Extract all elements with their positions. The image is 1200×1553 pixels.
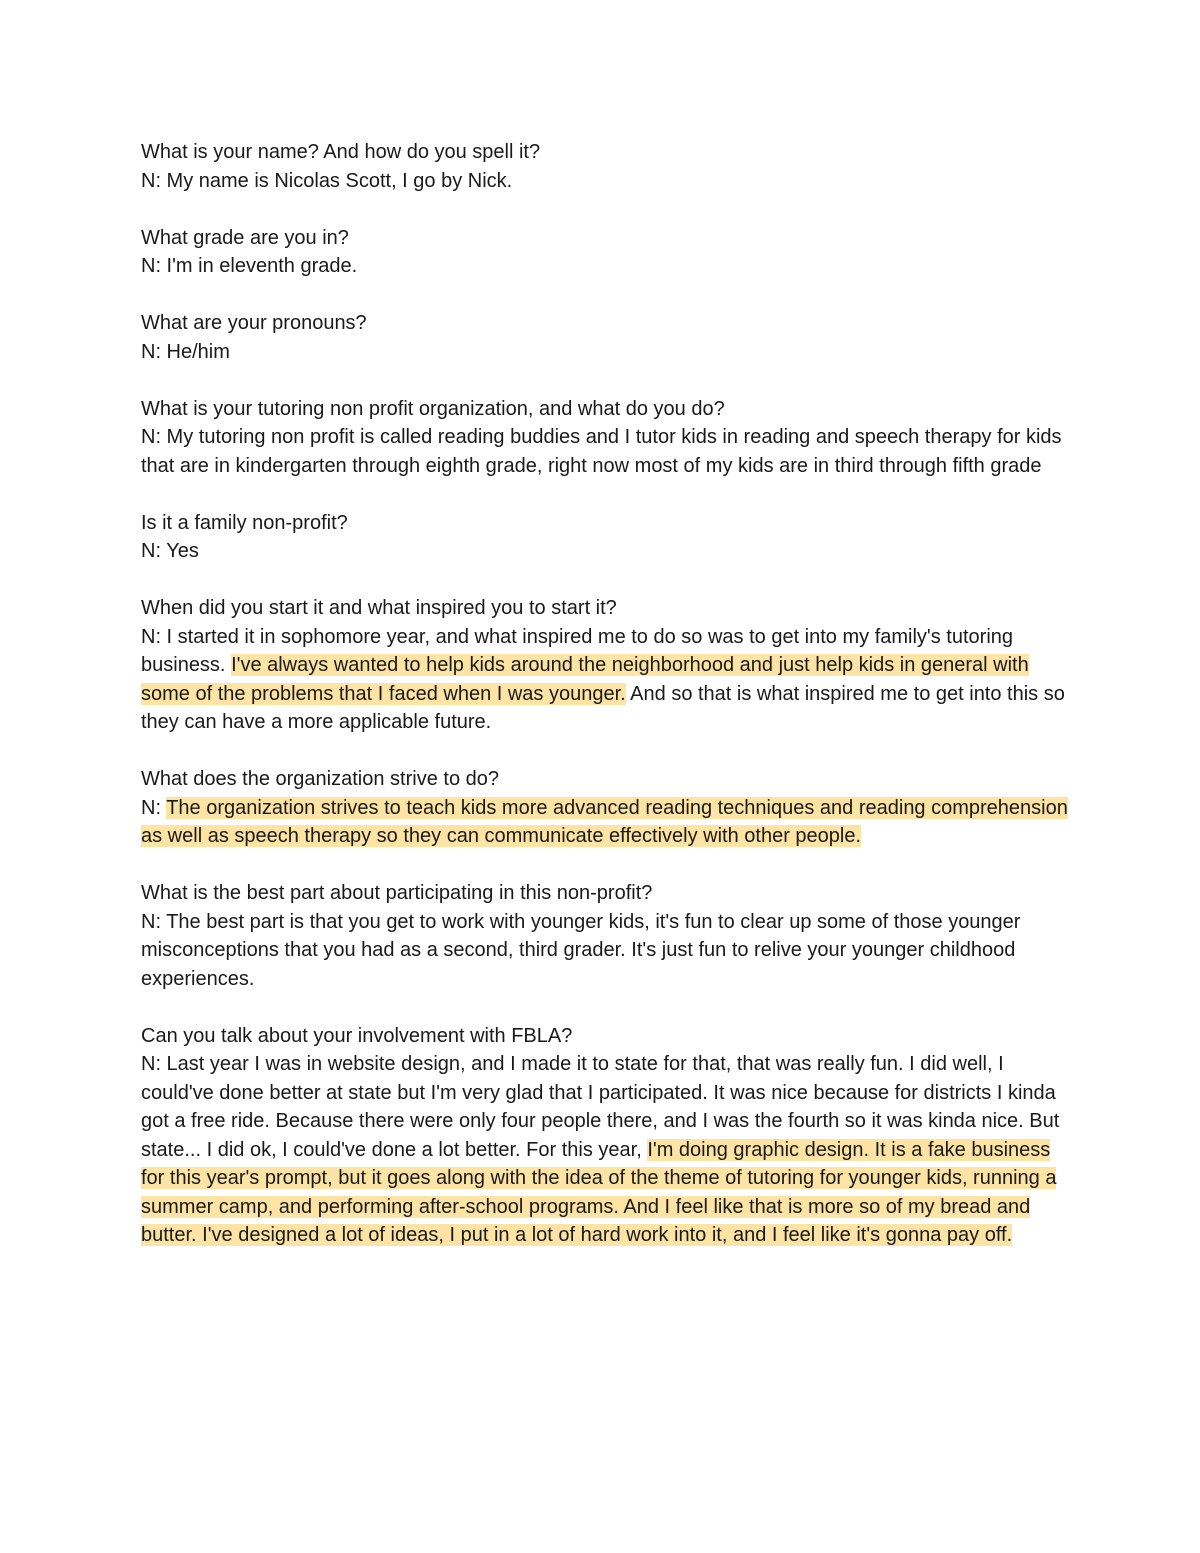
- question-text: What is your tutoring non profit organization, and what do you do?: [141, 397, 725, 420]
- qa-block: [141, 765, 1071, 851]
- answer-segment: N: He/him: [141, 340, 230, 363]
- question-text: What does the organization strive to do?: [141, 768, 499, 790]
- answer-text: [141, 252, 1071, 281]
- qa-block: [141, 224, 1071, 281]
- answer-segment: N: Yes: [141, 540, 199, 562]
- qa-block: [141, 309, 1071, 366]
- highlighted-text: I'm doing graphic design. It is a fake business for this year's prompt, but it goes along with the idea of the theme of tutoring for younger kids, running a summer camp, and performing after-school programs. And I feel like that is more so of my bread and butter. I've designed a lot of ideas, I put in a lot of hard work into it, and I feel like it's gonna pay off.: [141, 1138, 1057, 1246]
- answer-segment: And so that is what inspired me to get into this so they can have a more applicable future.: [141, 682, 1065, 733]
- answer-segment: N: I started it in sophomore year, and what inspired me to do so was to get into my family's tutoring business.: [141, 625, 1014, 676]
- answer-text: [141, 794, 1071, 851]
- answer-segment: N: My tutoring non profit is called reading buddies and I tutor kids in reading and speech therapy for kids that are in kindergarten through eighth grade, right now most of my kids are in third through fifth grade: [141, 426, 1062, 477]
- question-text: What is the best part about participating in this non-profit?: [141, 882, 653, 904]
- answer-text: [141, 908, 1071, 994]
- highlighted-text: I've always wanted to help kids around the neighborhood and just help kids in general with some of the problems that I faced when I was younger.: [141, 654, 1029, 705]
- question-text: When did you start it and what inspired you to start it?: [141, 597, 617, 619]
- qa-block: [141, 1022, 1071, 1250]
- answer-segment: N: I'm in eleventh grade.: [141, 255, 358, 277]
- answer-text: [141, 537, 1071, 566]
- answer-segment: N: Last year I was in website design, and I made it to state for that, that was really fun. I did well, I could've done better at state but I'm very glad that I participated. It was nice because for districts I kinda got a free ride. Because there were only four people there, and I was the fourth so it was kinda nice. But state... I did ok, I could've done a lot better. For this year,: [141, 1053, 1060, 1161]
- highlighted-text: The organization strives to teach kids more advanced reading techniques and reading comprehension as well as speech therapy so they can communicate effectively with other people.: [141, 796, 1068, 847]
- answer-text: [141, 338, 1071, 367]
- qa-block: [141, 509, 1071, 566]
- answer-text: [141, 623, 1071, 737]
- qa-block: [141, 138, 1071, 195]
- answer-segment: N: My name is Nicolas Scott, I go by Nick.: [141, 169, 513, 192]
- question-text: Is it a family non-profit?: [141, 511, 348, 534]
- interview-document: [141, 138, 1071, 1278]
- question-text: What are your pronouns?: [141, 312, 367, 334]
- question-text: Can you talk about your involvement with FBLA?: [141, 1024, 573, 1047]
- qa-block: [141, 395, 1071, 481]
- qa-block: [141, 879, 1071, 993]
- answer-text: [141, 423, 1071, 480]
- answer-segment: N:: [141, 796, 167, 819]
- answer-segment: N: The best part is that you get to work with younger kids, it's fun to clear up some of those younger misconceptions that you had as a second, third grader. It's just fun to relive your younger childhood experiences.: [141, 910, 1021, 990]
- question-text: What is your name? And how do you spell it?: [141, 141, 541, 163]
- question-text: What grade are you in?: [141, 226, 349, 249]
- qa-block: [141, 594, 1071, 737]
- answer-text: [141, 1050, 1071, 1250]
- answer-text: [141, 167, 1071, 196]
